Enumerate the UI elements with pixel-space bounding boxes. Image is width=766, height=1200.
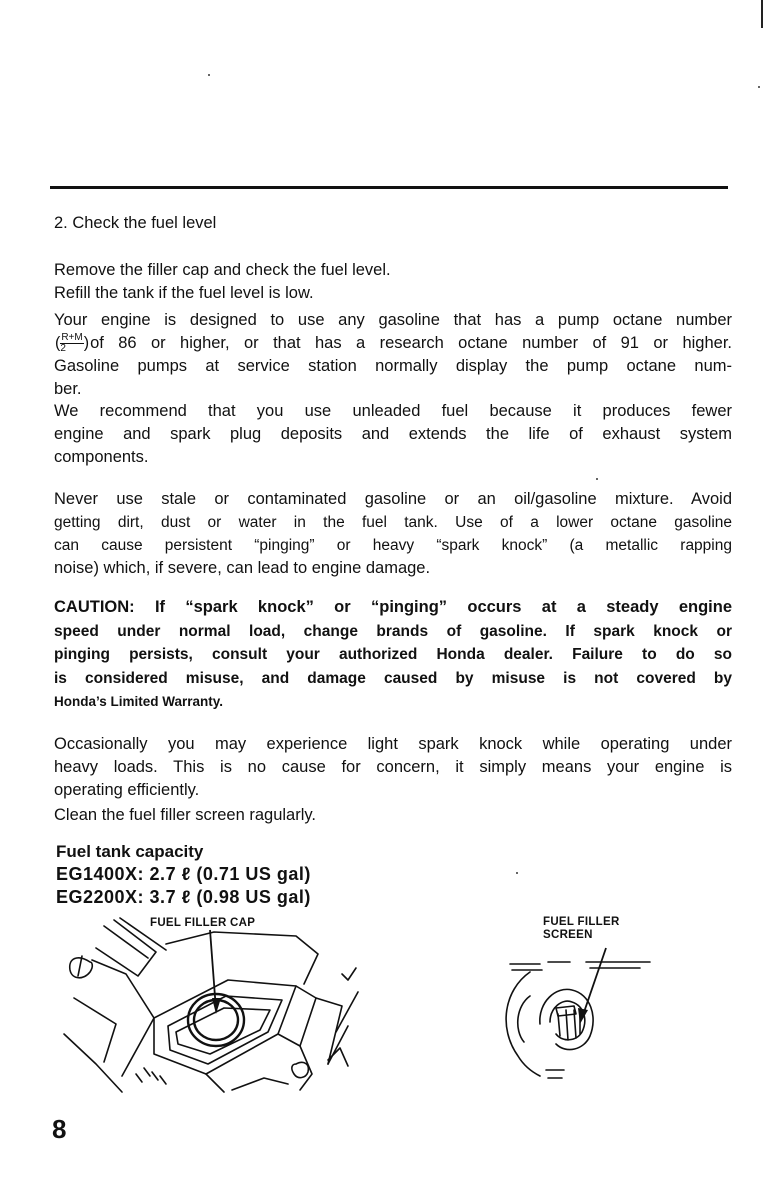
instruction-line: Remove the filler cap and check the fuel level. [54, 261, 391, 279]
fuel-capacity-title: Fuel tank capacity [56, 842, 204, 861]
unleaded-line: We recommend that you use unleaded fuel because it produces fewer [54, 402, 732, 420]
unleaded-line: components. [54, 448, 149, 466]
fuel-capacity-block [56, 840, 311, 909]
knock-line: Occasionally you may experience light spark knock while operating under [54, 735, 732, 753]
octane-line: ber. [54, 380, 82, 398]
caution-block [54, 596, 732, 714]
octane-paragraph [54, 309, 732, 401]
fraction-numerator: R+M [61, 332, 83, 344]
stale-fuel-paragraph [54, 488, 732, 580]
octane-line: Your engine is designed to use any gasoline that has a pump octane number [54, 311, 732, 329]
caution-warranty-line: Honda’s Limited Warranty. [54, 694, 224, 709]
fraction-box [60, 333, 83, 354]
unleaded-line: engine and spark plug deposits and extends the life of exhaust system [54, 425, 732, 443]
knock-paragraph [54, 733, 732, 827]
stale-fuel-line: Never use stale or contaminated gasoline or an oil/gasoline mixture. Avoid [54, 490, 732, 508]
octane-line-rest: of 86 or higher, or that has a research octane number of 91 or higher. [90, 334, 732, 352]
scan-speck [208, 74, 210, 76]
section-heading: 2. Check the fuel level [54, 214, 217, 232]
scan-edge-mark [761, 0, 763, 28]
fuel-filler-screen-label [543, 916, 620, 942]
fuel-tank-illustration [56, 914, 366, 1104]
capacity-eg2200x: EG2200X: 3.7 ℓ (0.98 US gal) [56, 887, 311, 907]
fuel-filler-cap-label: FUEL FILLER CAP [150, 917, 256, 929]
knock-line: Clean the fuel filler screen ragularly. [54, 806, 316, 824]
caution-line: speed under normal load, change brands of gasoline. If spark knock or [54, 622, 732, 640]
unleaded-paragraph [54, 400, 732, 469]
stale-fuel-line: getting dirt, dust or water in the fuel tank. Use of a lower octane gasoline [54, 514, 732, 531]
caution-line: pinging persists, consult your authorized Honda dealer. Failure to do so [54, 646, 732, 663]
stale-fuel-line: can cause persistent “pinging” or heavy “spark knock” (a metallic rapping [54, 537, 732, 554]
capacity-eg1400x: EG1400X: 2.7 ℓ (0.71 US gal) [56, 864, 311, 884]
caution-line: CAUTION: If “spark knock” or “pinging” occurs at a steady engine [54, 598, 732, 616]
stale-fuel-line: noise) which, if severe, can lead to engine damage. [54, 559, 431, 577]
octane-fraction: ( $\frac{R+M}{2}$ ) [55, 332, 90, 355]
header-rule [50, 186, 728, 189]
fuel-filler-screen-label-line: SCREEN [543, 929, 593, 941]
scan-speck [758, 86, 760, 88]
fraction-denominator: 2 [60, 343, 66, 355]
octane-line: Gasoline pumps at service station normally display the pump octane num- [54, 357, 732, 375]
instruction-line: Refill the tank if the fuel level is low. [54, 284, 314, 302]
filler-screen-illustration [490, 944, 680, 1094]
octane-line [54, 332, 732, 355]
scan-speck [596, 478, 598, 480]
knock-line: operating efficiently. [54, 781, 200, 799]
page-number: 8 [52, 1114, 67, 1144]
caution-line: is considered misuse, and damage caused by misuse is not covered by [54, 669, 732, 687]
knock-line: heavy loads. This is no cause for concern, it simply means your engine is [54, 758, 732, 776]
fuel-filler-screen-label-line: FUEL FILLER [543, 916, 620, 928]
instructions [54, 259, 732, 305]
scan-speck [516, 872, 518, 874]
